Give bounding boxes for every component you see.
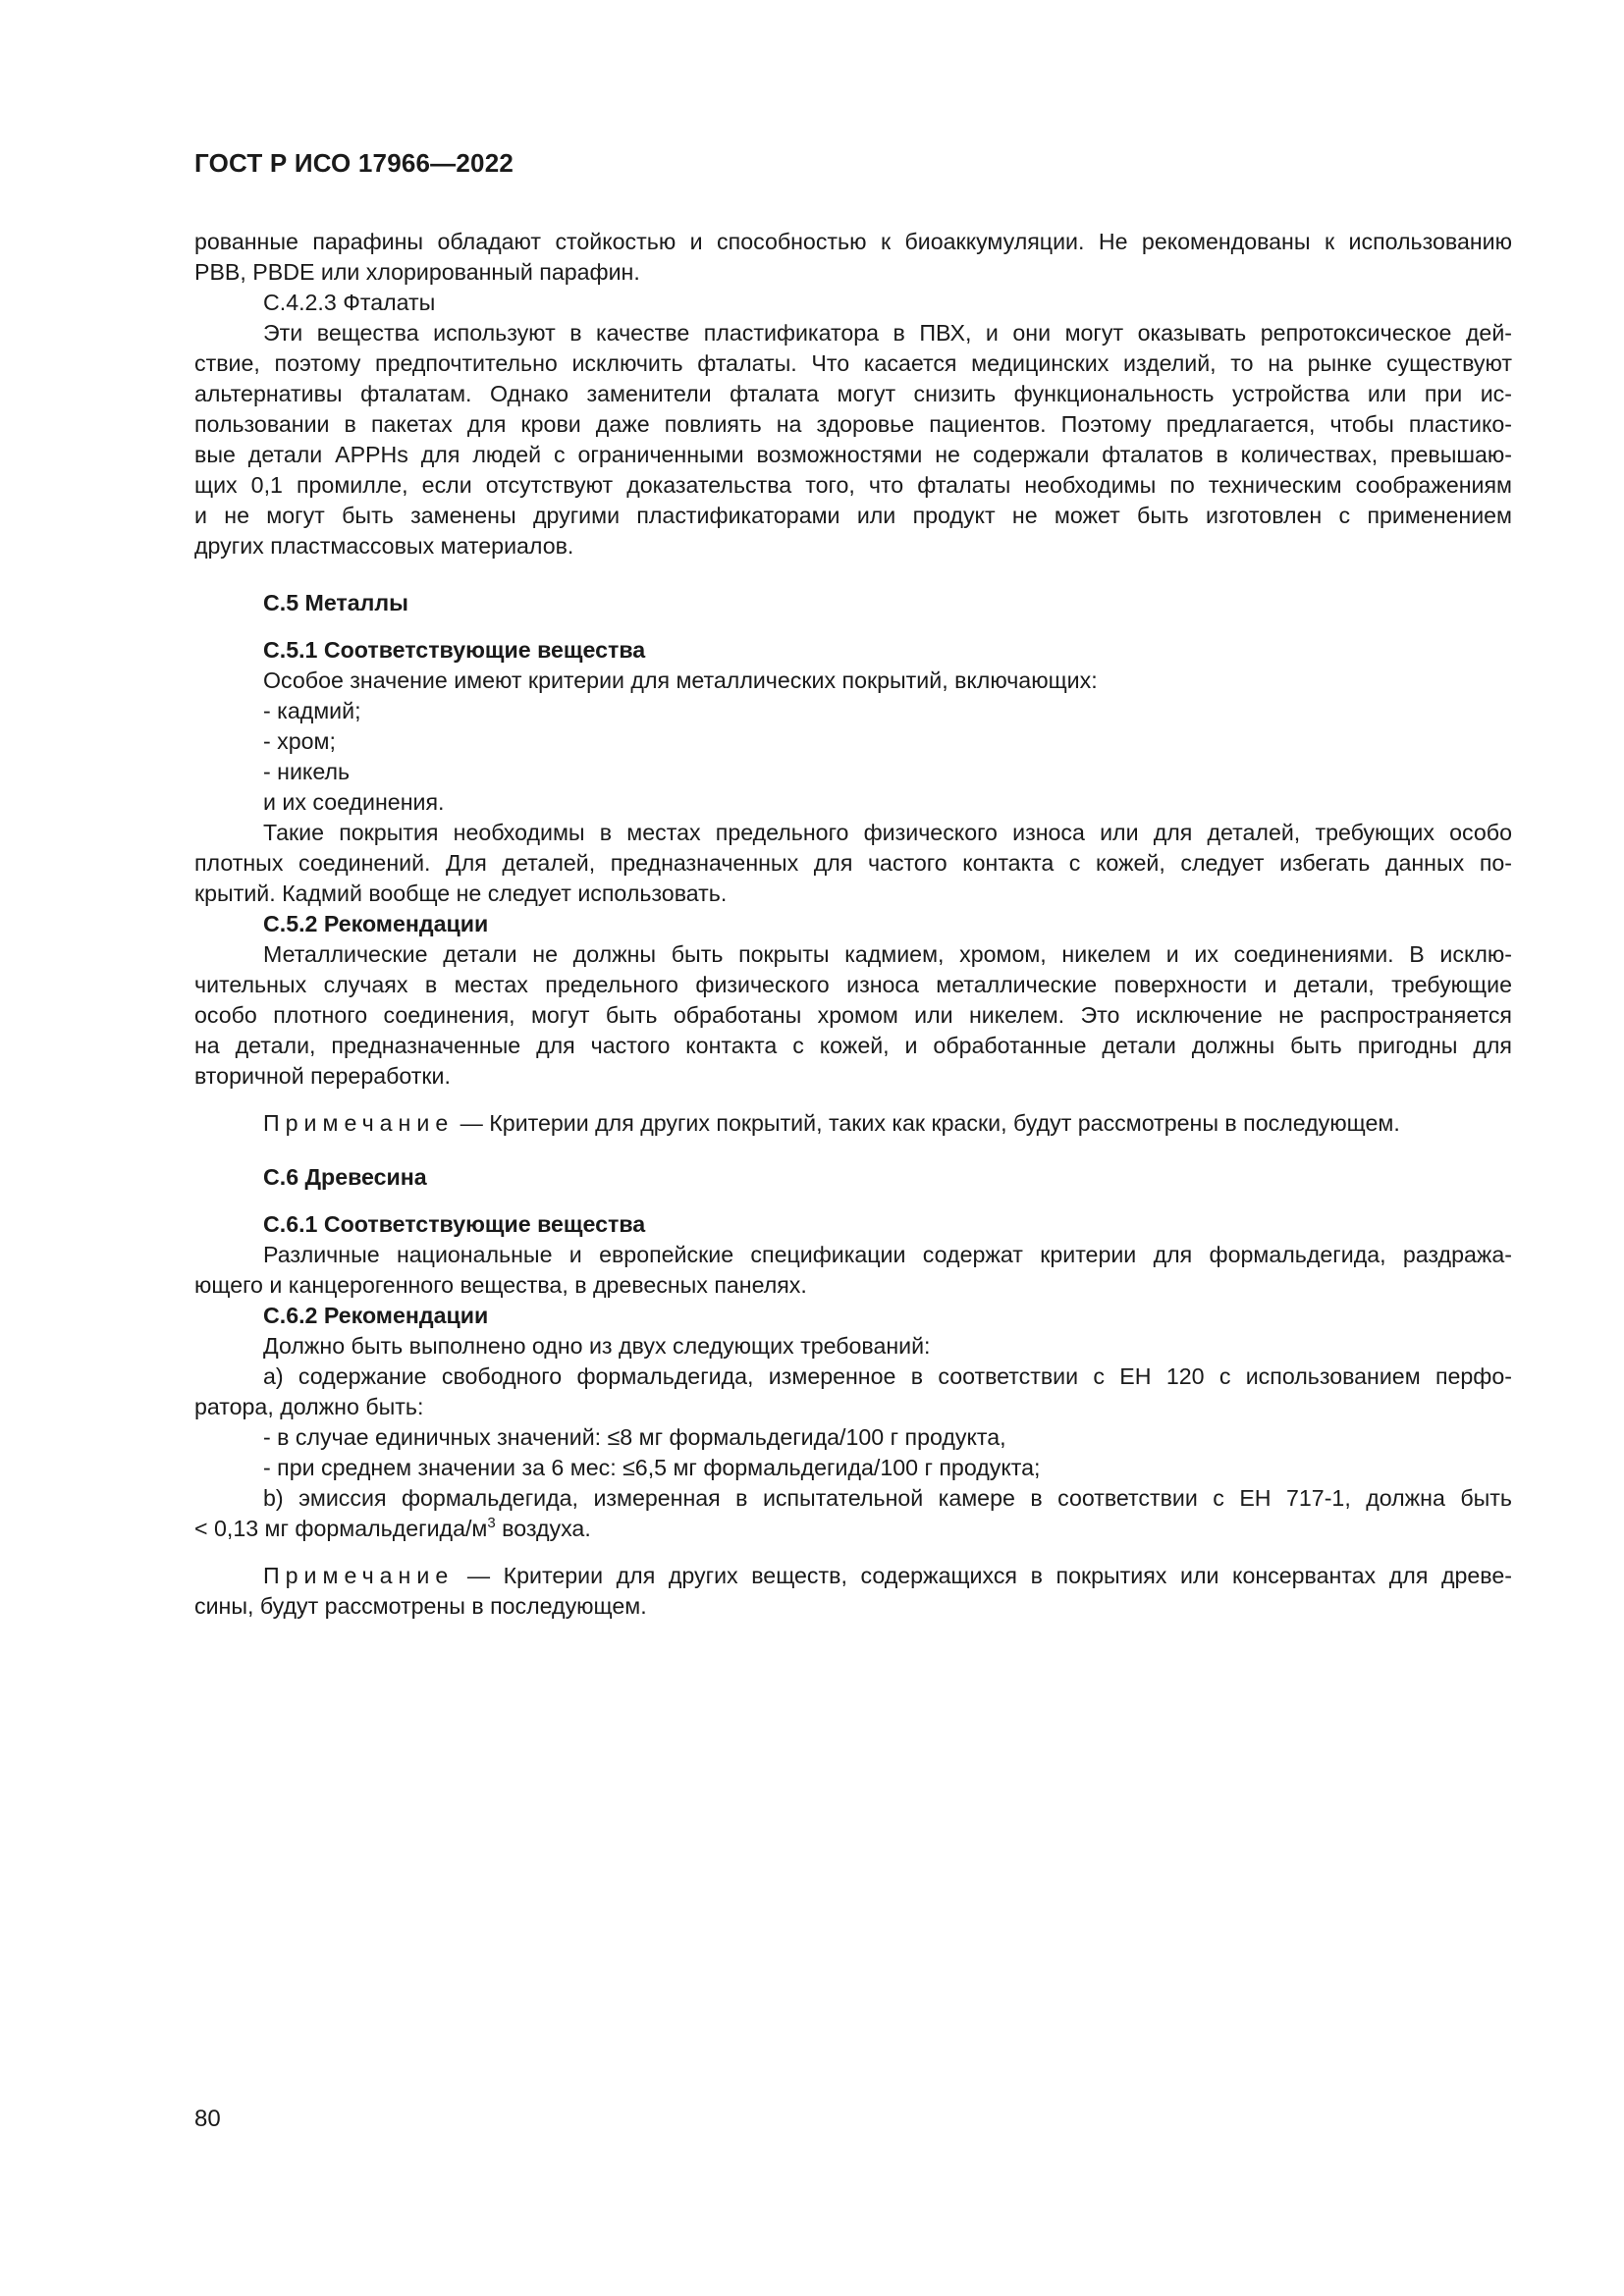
paragraph-line: на детали, предназначенные для частого контакта с кожей, и обработанные детали должны быть пригодны для xyxy=(194,1033,1512,1058)
superscript: 3 xyxy=(487,1515,496,1531)
paragraph-line: вторичной переработки. xyxy=(194,1063,451,1089)
note-text: — Критерии для других покрытий, таких как краски, будут рассмотрены в последующем. xyxy=(454,1110,1400,1136)
paragraph-line xyxy=(194,1514,1512,1544)
paragraph-line: щих 0,1 промилле, если отсутствуют доказательства того, что фталаты необходимы по техническим соображениям xyxy=(194,472,1512,498)
paragraph-line: Особое значение имеют критерии для металлических покрытий, включающих: xyxy=(263,667,1098,693)
paragraph-line: других пластмассовых материалов. xyxy=(194,533,574,559)
subsection-heading: С.5.1 Соответствующие вещества xyxy=(263,637,646,663)
subsection-heading: С.6.2 Рекомендации xyxy=(263,1303,489,1328)
note xyxy=(194,1561,1512,1591)
paragraph-line: альтернативы фталатам. Однако заменители фталата могут снизить функциональность устройства или при ис- xyxy=(194,381,1512,406)
paragraph-line: Такие покрытия необходимы в местах предельного физического износа или для деталей, требующих особо xyxy=(263,820,1512,845)
paragraph-line: плотных соединений. Для деталей, предназначенных для частого контакта с кожей, следует избегать данных по- xyxy=(194,850,1512,876)
paragraph-line: особо плотного соединения, могут быть обработаны хромом или никелем. Это исключение не распространяется xyxy=(194,1002,1512,1028)
paragraph-line: ствие, поэтому предпочтительно исключить фталаты. Что касается медицинских изделий, то на рынке существуют xyxy=(194,350,1512,376)
list-item: a) содержание свободного формальдегида, измеренное в соответствии с ЕН 120 с использованием перфо- xyxy=(263,1363,1512,1389)
list-item: - никель xyxy=(263,759,351,784)
subsection-heading: С.5.2 Рекомендации xyxy=(263,911,489,936)
note xyxy=(194,1108,1512,1139)
paragraph-line: Различные национальные и европейские спецификации содержат критерии для формальдегида, раздража- xyxy=(263,1242,1512,1267)
paragraph-line: PBB, PBDE или хлорированный парафин. xyxy=(194,259,640,285)
paragraph-line: Эти вещества используют в качестве пластификатора в ПВХ, и они могут оказывать репротоксическое дей- xyxy=(263,320,1512,346)
paragraph-line: и не могут быть заменены другими пластификаторами или продукт не может быть изготовлен с применением xyxy=(194,503,1512,528)
paragraph-line: пользовании в пакетах для крови даже повлиять на здоровье пациентов. Поэтому предлагается, чтобы пластико- xyxy=(194,411,1512,437)
section-heading-metals: С.5 Металлы xyxy=(263,590,408,615)
paragraph-line: и их соединения. xyxy=(263,789,445,815)
list-item: b) эмиссия формальдегида, измеренная в испытательной камере в соответствии с ЕН 717-1, должна быть xyxy=(263,1485,1512,1511)
paragraph-line: ратора, должно быть: xyxy=(194,1394,424,1419)
paragraph-line: чительных случаях в местах предельного физического износа металлические поверхности и детали, требующие xyxy=(194,972,1512,997)
page-header-title: ГОСТ Р ИСО 17966—2022 xyxy=(194,148,514,178)
note-text: — Критерии для других веществ, содержащихся в покрытиях или консервантах для древе- xyxy=(454,1563,1512,1588)
page-body xyxy=(194,227,1512,1622)
paragraph-line: крытий. Кадмий вообще не следует использовать. xyxy=(194,881,728,906)
note-label: Примечание xyxy=(263,1563,455,1588)
paragraph-line: Должно быть выполнено одно из двух следующих требований: xyxy=(263,1333,931,1359)
note-label: Примечание xyxy=(263,1110,455,1136)
paragraph-line: рованные парафины обладают стойкостью и способностью к биоаккумуляции. Не рекомендованы к использованию xyxy=(194,229,1512,254)
note-text: сины, будут рассмотрены в последующем. xyxy=(194,1593,647,1619)
subsection-heading: С.4.2.3 Фталаты xyxy=(263,290,436,315)
list-item: - при среднем значении за 6 мес: ≤6,5 мг формальдегида/100 г продукта; xyxy=(263,1455,1041,1480)
list-item: - в случае единичных значений: ≤8 мг формальдегида/100 г продукта, xyxy=(263,1424,1006,1450)
paragraph-line: Металлические детали не должны быть покрыты кадмием, хромом, никелем и их соединениями. В исклю- xyxy=(263,941,1512,967)
paragraph-line: вые детали APPHs для людей с ограниченными возможностями не содержали фталатов в количествах, превышаю- xyxy=(194,442,1512,467)
list-item: - кадмий; xyxy=(263,698,361,723)
paragraph-line: ющего и канцерогенного вещества, в древесных панелях. xyxy=(194,1272,807,1298)
section-heading-wood: С.6 Древесина xyxy=(263,1164,427,1190)
subsection-heading: С.6.1 Соответствующие вещества xyxy=(263,1211,646,1237)
formula-text: воздуха. xyxy=(495,1516,591,1541)
list-item: - хром; xyxy=(263,728,336,754)
page-number: 80 xyxy=(194,2106,221,2132)
formula-text: < 0,13 мг формальдегида/м xyxy=(194,1516,488,1541)
